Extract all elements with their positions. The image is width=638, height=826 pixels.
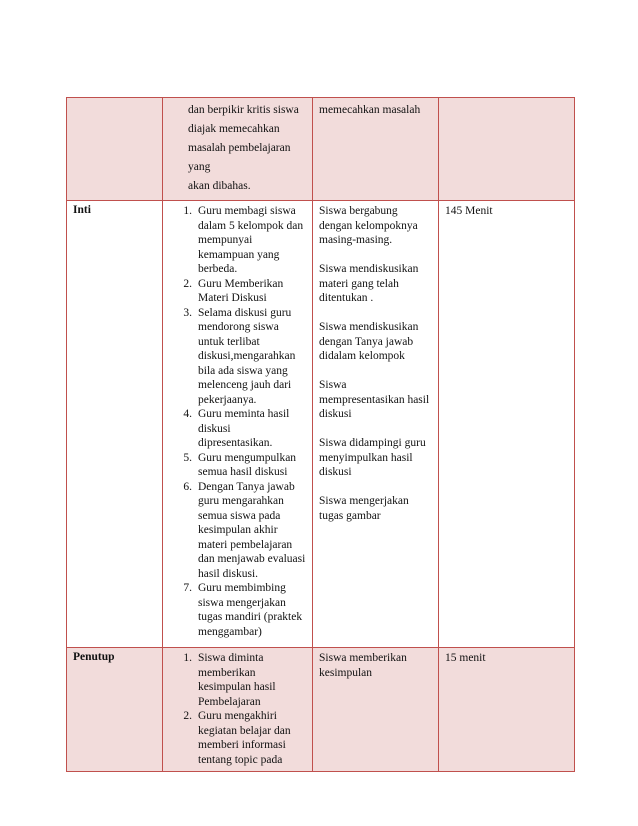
time-cell	[439, 201, 575, 648]
list-item	[169, 204, 306, 277]
step-text: Guru Memberikan Materi Diskusi	[198, 277, 284, 304]
step-number: 4.	[183, 408, 192, 420]
phase-cell	[67, 201, 163, 648]
step-number: 7.	[183, 582, 192, 594]
list-item	[169, 581, 306, 639]
teacher-activity-cell	[163, 98, 313, 201]
student-activity-text: Siswa mempresentasikan hasil diskusi	[319, 379, 430, 420]
student-activity-cell	[313, 201, 439, 648]
list-item	[169, 306, 306, 408]
step-text: Dengan Tanya jawab guru mengarahkan semua siswa pada kesimpulan akhir materi pembelajaran dan menjawab evaluasi hasil diskusi.	[198, 480, 306, 580]
phase-label: Penutup	[73, 651, 115, 663]
student-activity-text: Siswa mengerjakan tugas gambar	[319, 495, 409, 522]
step-text: Guru mengumpulkan semua hasil diskusi	[198, 451, 297, 478]
step-text: Selama diskusi guru mendorong siswa untuk terlibat diskusi,mengarahkan bila ada siswa yang melenceng jauh dari pekerjaanya.	[198, 306, 296, 406]
step-number: 5.	[183, 451, 192, 464]
student-activity-text: Siswa didampingi guru menyimpulkan hasil diskusi	[319, 437, 426, 478]
step-number: 1.	[183, 652, 192, 664]
step-number: 2.	[183, 277, 192, 290]
time-cell	[439, 98, 575, 201]
list-item	[169, 451, 306, 480]
student-activity-text: Siswa bergabung dengan kelompoknya masing-masing.	[319, 205, 418, 246]
student-activity-list	[319, 651, 432, 680]
time-cell	[439, 648, 575, 772]
list-item	[169, 651, 306, 709]
list-item	[169, 480, 306, 582]
teacher-line: dan berpikir kritis siswa	[188, 104, 299, 116]
teacher-steps-list	[169, 204, 306, 639]
step-number: 2.	[183, 710, 192, 722]
student-activity-text: Siswa memberikan kesimpulan	[319, 652, 407, 679]
teacher-steps-list	[169, 651, 306, 767]
time-allocation: 15 menit	[445, 652, 486, 664]
teacher-line: diajak memecahkan	[188, 123, 280, 135]
student-activity-text: memecahkan masalah	[319, 104, 421, 116]
teacher-activity-cell	[163, 648, 313, 772]
table-row-penutup	[67, 648, 575, 772]
list-item	[169, 407, 306, 451]
list-item	[169, 709, 306, 767]
list-item	[169, 277, 306, 306]
student-activity-text: Siswa mendiskusikan dengan Tanya jawab didalam kelompok	[319, 321, 419, 362]
step-text: Guru membimbing siswa mengerjakan tugas mandiri (praktek menggambar)	[198, 582, 303, 638]
table-row-inti	[67, 201, 575, 648]
phase-cell	[67, 98, 163, 201]
student-activity-list	[319, 204, 432, 523]
step-number: 6.	[183, 480, 192, 493]
student-activity-cell	[313, 98, 439, 201]
table-row-continuation	[67, 98, 575, 201]
lesson-activity-table	[66, 97, 575, 772]
teacher-activity-cell	[163, 201, 313, 648]
step-text: Siswa diminta memberikan kesimpulan hasil Pembelajaran	[198, 652, 276, 708]
student-activity-text: Siswa mendiskusikan materi gang telah ditentukan .	[319, 263, 419, 304]
teacher-line: masalah pembelajaran yang	[188, 142, 291, 173]
step-text: Guru mengakhiri kegiatan belajar dan memberi informasi tentang topic pada	[198, 710, 291, 766]
time-allocation: 145 Menit	[445, 205, 493, 217]
student-activity-cell	[313, 648, 439, 772]
step-text: Guru meminta hasil diskusi dipresentasikan.	[198, 408, 290, 449]
phase-label: Inti	[73, 204, 91, 216]
step-number: 1.	[183, 205, 192, 217]
step-text: Guru membagi siswa dalam 5 kelompok dan mempunyai kemampuan yang berbeda.	[198, 205, 304, 275]
teacher-line: akan dibahas.	[188, 180, 251, 192]
step-number: 3.	[183, 306, 192, 319]
phase-cell	[67, 648, 163, 772]
